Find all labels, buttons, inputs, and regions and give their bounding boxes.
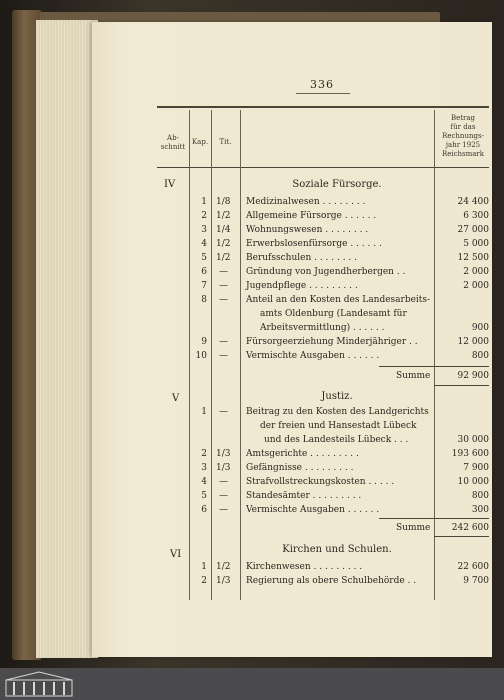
kap-cell: 1 <box>201 197 207 207</box>
table-header-rule <box>157 167 489 168</box>
tit-cell: — <box>219 281 228 291</box>
header-kap: Kap. <box>191 138 209 146</box>
section-title: Justiz. <box>321 391 353 402</box>
amount-cell: 193 600 <box>451 449 489 459</box>
amount-cell: 5 000 <box>463 239 489 249</box>
header-betrag-line: für das <box>450 123 476 131</box>
sum-double-rule <box>434 536 489 537</box>
tit-cell: — <box>219 477 228 487</box>
description-cell: Jugendpflege . . . . . . . . . <box>246 281 358 291</box>
tit-cell: 1/3 <box>216 463 231 473</box>
page-stack-edges <box>36 20 98 658</box>
sum-label: Summe <box>396 371 431 381</box>
amount-cell: 9 700 <box>463 576 489 586</box>
description-cell: Strafvollstreckungskosten . . . . . <box>246 477 395 487</box>
section-number: V <box>172 393 180 404</box>
amount-cell: 2 000 <box>463 281 489 291</box>
amount-cell: 10 000 <box>457 477 489 487</box>
tit-cell: — <box>219 337 228 347</box>
description-cell: Vermischte Ausgaben . . . . . . <box>246 351 380 361</box>
kap-cell: 4 <box>201 239 207 249</box>
kap-cell: 5 <box>201 491 207 501</box>
column-divider-tit <box>240 110 241 600</box>
description-cell: Arbeitsvermittlung) . . . . . . <box>260 323 385 333</box>
section-number: VI <box>170 549 182 560</box>
tit-cell: 1/2 <box>216 211 231 221</box>
kap-cell: 4 <box>201 477 207 487</box>
tit-cell: — <box>219 267 228 277</box>
amount-cell: 27 000 <box>457 225 489 235</box>
description-cell: amts Oldenburg (Landesamt für <box>260 309 407 319</box>
description-cell: Amtsgerichte . . . . . . . . . <box>246 449 359 459</box>
sum-rule <box>379 366 489 367</box>
amount-cell: 800 <box>471 491 489 501</box>
amount-cell: 6 300 <box>463 211 489 221</box>
description-cell: Anteil an den Kosten des Landesarbeits- <box>246 295 431 305</box>
amount-cell: 30 000 <box>457 435 489 445</box>
description-cell: Allgemeine Fürsorge . . . . . . <box>246 211 377 221</box>
tit-cell: 1/3 <box>216 449 231 459</box>
amount-cell: 7 900 <box>463 463 489 473</box>
header-abschnitt <box>157 134 189 152</box>
section-title: Kirchen und Schulen. <box>282 544 392 555</box>
page-number-underline <box>296 93 350 94</box>
column-divider-abschnitt <box>189 110 190 600</box>
description-cell: und des Landesteils Lübeck . . . <box>264 435 409 445</box>
tit-cell: 1/3 <box>216 576 231 586</box>
amount-cell: 12 000 <box>457 337 489 347</box>
sum-amount: 242 600 <box>451 523 489 533</box>
scan-footer-strip <box>0 668 504 700</box>
description-cell: Berufsschulen . . . . . . . . <box>246 253 358 263</box>
header-abschnitt-line: Ab- <box>167 134 179 142</box>
amount-cell: 300 <box>471 505 489 515</box>
header-betrag-line: jahr 1925 <box>445 141 481 149</box>
amount-cell: 24 400 <box>457 197 489 207</box>
kap-cell: 9 <box>201 337 207 347</box>
tit-cell: — <box>219 505 228 515</box>
header-betrag-line: Reichsmark <box>441 150 485 158</box>
sum-double-rule <box>434 385 489 386</box>
section-number: IV <box>164 179 176 190</box>
description-cell: Kirchenwesen . . . . . . . . . <box>246 562 363 572</box>
amount-cell: 22 600 <box>457 562 489 572</box>
kap-cell: 6 <box>201 505 207 515</box>
amount-cell: 800 <box>471 351 489 361</box>
tit-cell: 1/2 <box>216 253 231 263</box>
tit-cell: — <box>219 491 228 501</box>
tit-cell: 1/8 <box>216 197 231 207</box>
description-cell: Gründung von Jugendherbergen . . <box>246 267 406 277</box>
tit-cell: 1/2 <box>216 562 231 572</box>
kap-cell: 10 <box>195 351 207 361</box>
header-betrag-line: Rechnungs- <box>442 132 484 140</box>
sum-amount: 92 900 <box>457 371 489 381</box>
amount-cell: 2 000 <box>463 267 489 277</box>
sum-label: Summe <box>396 523 431 533</box>
description-cell: Standesämter . . . . . . . . . <box>246 491 362 501</box>
description-cell: der freien und Hansestadt Lübeck <box>260 421 417 431</box>
sum-rule <box>379 518 489 519</box>
header-betrag <box>436 114 490 159</box>
section-title: Soziale Fürsorge. <box>292 179 382 190</box>
description-cell: Wohnungswesen . . . . . . . . <box>246 225 369 235</box>
tit-cell: 1/4 <box>216 225 231 235</box>
column-divider-betrag <box>434 110 435 600</box>
amount-cell: 900 <box>471 323 489 333</box>
description-cell: Vermischte Ausgaben . . . . . . <box>246 505 380 515</box>
tit-cell: — <box>219 351 228 361</box>
page-number: 336 <box>310 78 334 91</box>
library-building-logo <box>4 670 74 698</box>
description-cell: Erwerbslosenfürsorge . . . . . . <box>246 239 382 249</box>
tit-cell: — <box>219 407 228 417</box>
kap-cell: 1 <box>201 407 207 417</box>
description-cell: Regierung als obere Schulbehörde . . <box>246 576 417 586</box>
table-top-rule <box>157 106 489 108</box>
description-cell: Medizinalwesen . . . . . . . . <box>246 197 366 207</box>
description-cell: Beitrag zu den Kosten des Landgerichts <box>246 407 429 417</box>
column-divider-kap <box>211 110 212 600</box>
kap-cell: 2 <box>201 449 207 459</box>
description-cell: Gefängnisse . . . . . . . . . <box>246 463 354 473</box>
kap-cell: 3 <box>201 463 207 473</box>
kap-cell: 2 <box>201 211 207 221</box>
kap-cell: 7 <box>201 281 207 291</box>
tit-cell: — <box>219 295 228 305</box>
kap-cell: 5 <box>201 253 207 263</box>
tit-cell: 1/2 <box>216 239 231 249</box>
header-abschnitt-line: schnitt <box>160 143 186 151</box>
header-tit: Tit. <box>219 138 232 146</box>
kap-cell: 3 <box>201 225 207 235</box>
header-betrag-line: Betrag <box>450 114 476 122</box>
kap-cell: 6 <box>201 267 207 277</box>
kap-cell: 1 <box>201 562 207 572</box>
amount-cell: 12 500 <box>457 253 489 263</box>
kap-cell: 2 <box>201 576 207 586</box>
description-cell: Fürsorgeerziehung Minderjähriger . . <box>246 337 418 347</box>
kap-cell: 8 <box>201 295 207 305</box>
